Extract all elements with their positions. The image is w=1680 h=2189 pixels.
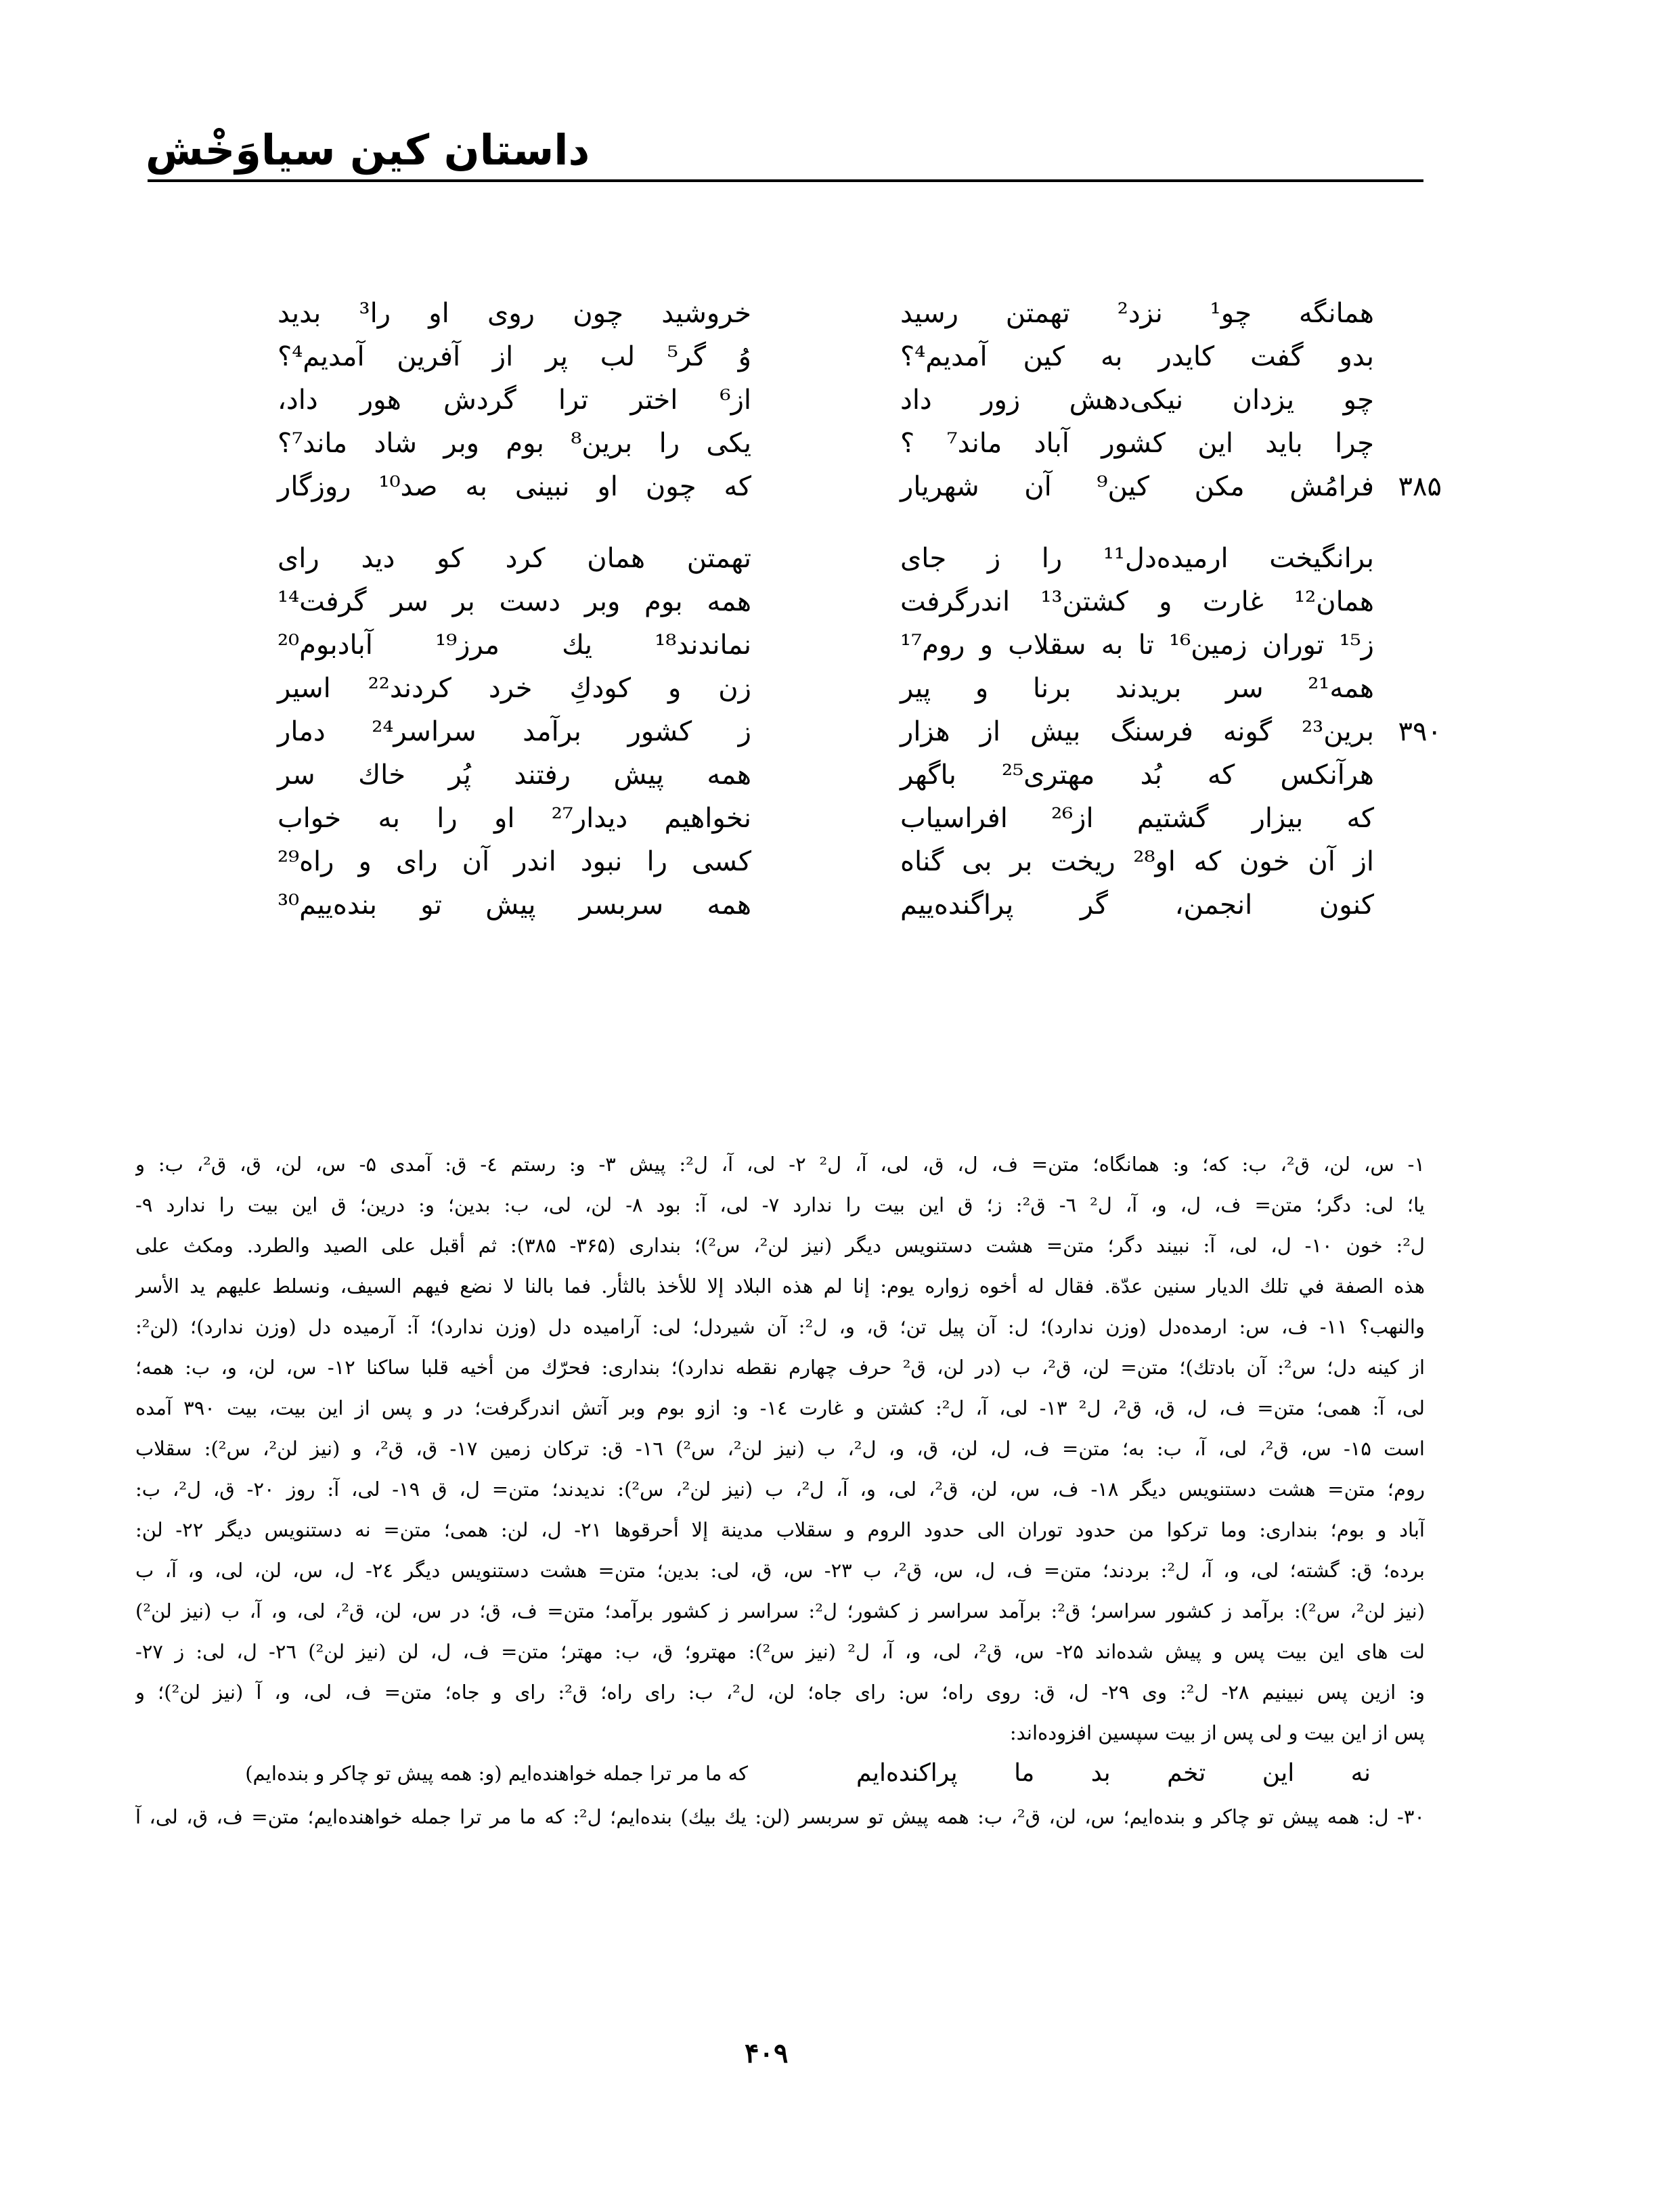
hemistich-second: که چون او نبینی به صد¹⁰ روزگار	[278, 471, 751, 502]
hemistich-first: بدو گفت کایدر به کین آمدیم⁴؟	[900, 341, 1374, 372]
hemistich-first: ز¹⁵ توران زمین¹⁶ تا به سقلاب و روم¹⁷	[900, 629, 1374, 661]
hemistich-second: نماندند¹⁸ یك مرز¹⁹ آبادبوم²⁰	[278, 629, 751, 661]
footnote-line: پس از این بیت و لی پس از بیت سپسین افزوده‌اند:	[1009, 1721, 1425, 1744]
hemistich-first: که بیزار گشتیم از²⁶ افراسیاب	[900, 803, 1374, 834]
hemistich-first: برین²³ گونه فرسنگ بیش از هزار	[900, 716, 1374, 747]
footnote-line: ۱- س، لن، ق²، ب: که؛ و: همانگاه؛ متن= ف، ل، ق، لی، آ، ل² ۲- لی، آ، ل²: پیش ۳- و: رستم ٤- ق: آمدی ۵- س، لن، ق، ق²، ب: و	[135, 1153, 1425, 1176]
couplet	[250, 471, 1469, 514]
footnote-line: و: ازین پس نبینیم ۲۸- ل²: وی ۲۹- ل، ق: روی راه؛ س: رای جاه؛ لن، ل²، ب: رای راه؛ ق²: رای و جاه؛ متن= ف، لی، و، آ (نیز لن²)؛ و	[135, 1681, 1425, 1704]
stanza-1	[250, 298, 1469, 514]
couplet	[250, 543, 1469, 586]
page-number: ۴۰۹	[745, 2037, 789, 2069]
hemistich-second: همه بوم وبر دست بر سر گرفت¹⁴	[278, 586, 751, 617]
page-header-title: داستان کین سیاوَخْش	[146, 125, 590, 175]
footnote-line: لی، آ: همی؛ متن= ف، ل، ق، ق²، ل² ۱۳- لی، آ، ل²: کشتن و غارت ١٤- و: ازو بوم وبر آتش اندرگرفت؛ در و پس از این بیت، بیت ۳۹۰ آمده	[135, 1396, 1425, 1419]
hemistich-first: چو یزدان نیکی‌دهش زور داد	[900, 384, 1374, 416]
extra-verse-first: نه این تخم بد ما پراکنده‌ایم	[856, 1759, 1371, 1787]
hemistich-second: تهمتن همان کرد کو دید رای	[278, 543, 751, 574]
hemistich-first: فرامُش مکن کین⁹ آن شهریار	[900, 471, 1374, 502]
footnote-line: آباد و بوم؛ بنداری: وما ترکوا من حدود توران الى حدود الروم و سقلاب مدينة إلا أحرقوها ۲۱- ل، لن: همی؛ متن= نه دستنویس دیگر ۲۲- لن:	[135, 1518, 1425, 1541]
hemistich-first: کنون انجمن، گر پراگنده‌ییم	[900, 889, 1374, 921]
footnote-line: یا؛ لی: دگر؛ متن= ف، ل، و، آ، ل² ٦- ق²: ز؛ ق این بیت را ندارد ۷- لی، آ: بود ۸- لن، لی، ب: بدین؛ و: درین؛ ق این بیت را ندارد ۹-	[135, 1193, 1425, 1216]
couplet	[250, 846, 1469, 889]
footnote-line: (نیز لن²، س²): برآمد ز کشور سراسر؛ ق²: برآمد سراسر ز کشور؛ ل²: سراسر ز کشور برآمد؛ متن= ف، ق؛ در س، لن، ق²، لی، و، آ، ب (نیز لن²)	[135, 1599, 1425, 1622]
hemistich-first: همانگه چو¹ نزد² تهمتن رسید	[900, 298, 1374, 329]
footnote-line: روم؛ متن= هشت دستنویس دیگر ۱۸- ف، س، لن، ق²، لی، و، آ، ل²، ب (نیز لن²، س²): ندیدند؛ متن= ل، ق ۱۹- لی، آ: روز ۲۰- ق، ل²، ب:	[135, 1478, 1425, 1501]
couplet	[250, 889, 1469, 933]
couplet	[250, 629, 1469, 673]
extra-verse-second: که ما مر ترا جمله خواهنده‌ایم (و: همه پیش تو چاکر و بنده‌ایم)	[245, 1762, 748, 1785]
couplet	[250, 384, 1469, 428]
hemistich-second: کسی را نبود اندر آن رای و راه²⁹	[278, 846, 751, 877]
verse-section	[250, 298, 1469, 961]
footnote-line: لت های این بیت پس و پیش شده‌اند ۲۵- س، ق²، لی، و، آ، ل² (نیز س²): مهترو؛ ق، ب: مهتر؛ متن= ف، ل، لن (نیز لن²) ٢٦- ل، لی: ز ۲۷-	[135, 1640, 1425, 1663]
hemistich-second: همه پیش رفتند پُر خاك سر	[278, 759, 751, 791]
hemistich-second: ز کشور برآمد سراسر²⁴ دمار	[278, 716, 751, 747]
footnote-extra-verse	[135, 1753, 1425, 1796]
hemistich-first: همه²¹ سر بریدند برنا و پیر	[900, 673, 1374, 704]
footnotes-section	[135, 1144, 1425, 1837]
footnote-line: از کینه دل؛ س²: آن بادتك)؛ متن= لن، ق²، ب (در لن، ق² حرف چهارم نقطه ندارد)؛ بنداری: فحرّك من أخيه قلبا ساكنا ۱۲- س، لن، و، ب: همه؛	[135, 1356, 1425, 1379]
hemistich-first: برانگیخت ارمیده‌دل¹¹ را ز جای	[900, 543, 1374, 574]
footnote-line: ل²: خون ۱۰- ل، لی، آ: نبیند دگر؛ متن= هشت دستنویس دیگر (نیز لن²، س²)؛ بنداری (۳۶۵- ۳۸۵): ثم أقبل على الصيد والطرد. ومكث على	[135, 1234, 1425, 1257]
footnote-line: است ۱۵- س، ق²، لی، آ، ب: به؛ متن= ف، ل، لن، ق، و، ل²، ب (نیز لن²، س²) ١٦- ق: ترکان زمین ۱۷- ق، ق²، و (نیز لن²، س²): سقلاب	[135, 1437, 1425, 1460]
hemistich-second: نخواهیم دیدار²⁷ او را به خواب	[278, 803, 751, 834]
couplet	[250, 673, 1469, 716]
verse-number: ۳۸۵	[1398, 471, 1442, 502]
couplet	[250, 298, 1469, 341]
header-divider	[148, 179, 1423, 182]
hemistich-second: خروشید چون روی او را³ بدید	[278, 298, 751, 329]
footnote-line: ۳۰- ل: همه پیش تو چاکر و بنده‌ایم؛ س، لن، ق²، ب: همه پیش تو سربسر (لن: یك بیك) بنده‌ایم؛ ل²: که ما مر ترا جمله خواهنده‌ایم؛ متن= ف، ق، لی، آ	[135, 1805, 1425, 1828]
couplet	[250, 716, 1469, 759]
footnote-line: والنهب؟ ۱۱- ف، س: ارمده‌دل (وزن ندارد)؛ ل: آن پیل تن؛ ق، و، ل²: آن شیردل؛ لی: آرامیده دل (وزن ندارد)؛ آ: آرمیده دل (وزن ندارد)؛ (لن²:	[135, 1315, 1425, 1338]
hemistich-second: وُ گر⁵ لب پر از آفرین آمدیم⁴؟	[278, 341, 751, 372]
hemistich-first: همان¹² غارت و کشتن¹³ اندرگرفت	[900, 586, 1374, 617]
footnote-line: هذه الصفة في تلك الديار سنين عدّة. فقال له أخوه زواره يوم: إنا لم هذه البلاد إلا للأخذ بالثأر. فما بالنا لا نضع فيهم السيف، ونسلط عليهم يد الأسر	[135, 1275, 1425, 1298]
hemistich-first: چرا باید این کشور آباد ماند⁷ ؟	[900, 428, 1374, 459]
stanza-2	[250, 543, 1469, 933]
hemistich-second: از⁶ اختر ترا گردش هور داد،	[278, 384, 751, 416]
couplet	[250, 428, 1469, 471]
hemistich-second: همه سربسر پیش تو بنده‌ییم³⁰	[278, 889, 751, 921]
verse-number: ۳۹۰	[1398, 716, 1442, 747]
hemistich-second: زن و کودكِ خرد کردند²² اسیر	[278, 673, 751, 704]
couplet	[250, 586, 1469, 629]
couplet	[250, 341, 1469, 384]
couplet	[250, 803, 1469, 846]
hemistich-first: از آن خون که او²⁸ ریخت بر بی گناه	[900, 846, 1374, 877]
hemistich-second: یکی را برین⁸ بوم وبر شاد ماند⁷؟	[278, 428, 751, 459]
couplet	[250, 759, 1469, 803]
hemistich-first: هرآنکس که بُد مهتری²⁵ باگهر	[900, 759, 1374, 791]
footnote-line: برده؛ ق: گشته؛ لی، و، آ، ل²: بردند؛ متن= ف، ل، س، ق²، ب ۲۳- س، ق، لی: بدین؛ متن= هشت دستنویس دیگر ٢٤- ل، س، لن، لی، و، آ، ب	[135, 1559, 1425, 1582]
